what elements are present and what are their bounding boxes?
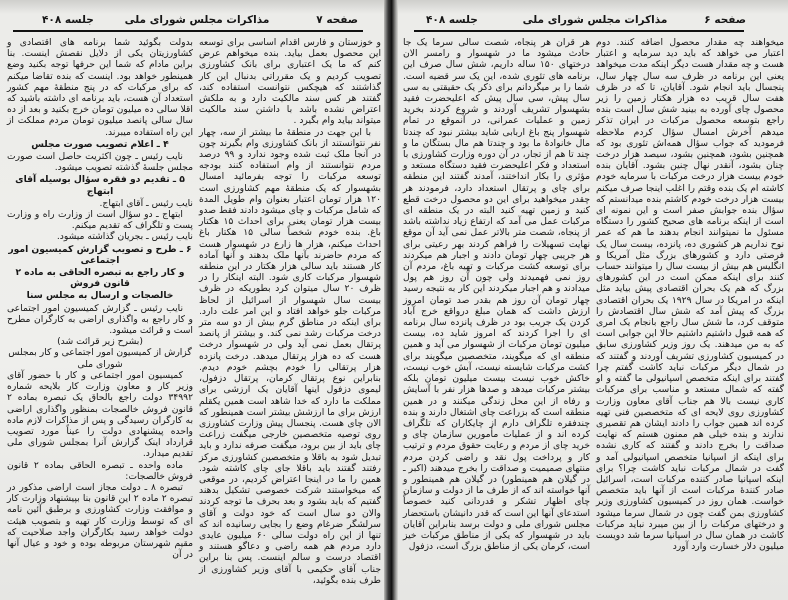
text-line: کشت مرکبات شایسته نیست، آبش خوب نیست، خاکش: [403, 361, 590, 385]
text-line: امروز شاید ده، بیست میلیون تومان مرکبات از شهسوار می آید: [403, 328, 591, 351]
text-line: راجع به واگذاری اراضی به کارگران مطرح است و قرائت: [7, 313, 193, 337]
text-line: در اسپانیا سرما شد دویست میلیون دلار خسارت وارد آورد: [596, 529, 784, 553]
text-line: تشریف آوردند و شروع کردند بخرید زمین و عملیات: [403, 104, 591, 127]
text-line: سالی پانصد میلیون تومان مردم مملکت از این راه استفاده: [7, 115, 193, 138]
text-line: که اقلا سالی ده میلیون تومان خرج بکنید و بعد از ده سال: [7, 93, 193, 127]
text-line: بیشتر نبود که چندتا مال خانوادهٔ ما بود و چندتا هم مال: [403, 126, 591, 149]
text-line: نباید کاشت چرا؟ برای اینکه اسپانیا صادر کننده مرکبات: [596, 462, 784, 485]
text-line: و متخصصین کشاورزی مرکز رفتند گفتند باید باقلا جای: [199, 451, 381, 474]
section-heading: ۶ ـ طرح و تصویب گزارش کمیسیون امور اجتماعی: [8, 243, 192, 266]
text-line: عمرانی، در آنموقع در تمام شهسوار پنج باغ اربابی شاید: [403, 115, 590, 138]
text-line: خالصجات:: [125, 470, 165, 482]
text-line: بودجه توسعه مرکبات را توجه بفرمائید امسال بشهسوار: [199, 160, 381, 194]
section-heading: ۴ ـ اعلام تصویب صورت مجلس: [31, 138, 169, 150]
text-line: یکی از دلایل نقصش اینست. بنا براین مادام که شما این: [7, 48, 193, 71]
text-line: گفتیم که باید بشود و بعد بحرف ما توجه کردند والان دو: [199, 496, 381, 519]
text-line: سال چهار سال، پنجسال باید انجام شود. آقایان، تا که: [596, 70, 785, 93]
text-line: کشاورزی بمن گفت چون در شمال سرما میشود و درختهای: [596, 507, 784, 530]
text-line: داشتیم حالا این جوابی است که به من میدهند. یک روز: [596, 328, 784, 351]
text-line: موقعی که میخواستند شرکت خصوصی تشکیل بدهند: [199, 473, 381, 497]
text-line: میکنم، هزار ها زارع در شهسوار هست که مردم حاضرند: [199, 238, 381, 261]
text-line: کشاورزی و برطبق آئین نامه ای که توسط وزارت کار تهیه: [7, 504, 194, 527]
text-line: البته در یک منطقه ای مرکبات عمل می آمد که ارتفاع زیاد: [403, 205, 590, 228]
section-heading: و کار راجع به تبصره الحاقی به ماده ۲ قانون فروش: [15, 267, 185, 290]
text-line: قضیه است. شما را بر میگردانم برای ذکر یک حقیقتی به: [403, 70, 590, 93]
text-line: و خوزستان و فارس اقدام اساسی برای توسعه این محصول: [199, 37, 381, 60]
text-line: هم جناب آقای معاون وزارت کشاورزی روی لایحه ای که: [596, 395, 784, 418]
text-line: بشود، آنقدر نهال چنین بشود. آقایان بنده خودم بیست: [596, 160, 785, 183]
text-line: کشت مرکبات و تهیه باغ، مردم آن روز نمی فهمیدند: [403, 261, 591, 284]
text-line: نایب رئیس ـ چون اکثریت حاصل است صورت مجلس: [7, 151, 193, 174]
text-line: که بنده تقاضا میکنم که برای مرکبات که در پنج منطقهٔ: [7, 70, 194, 93]
text-line: و گفتند که در شمال دیگر مرکبات نباید کاشت گفتم چرا: [596, 350, 784, 373]
section-heading: ۵ ـ تقدیم دو فقره سؤال بوسیله آقای ابتهاج: [15, 174, 185, 197]
text-line: و همین منطقه ای که میگویند، متخصصین میگویند برای: [403, 339, 590, 362]
centered-line: شورای ملی: [77, 358, 123, 370]
text-line: میبرند.: [105, 126, 131, 138]
page-7: [0, 0, 384, 600]
text-line: مرکبات در ایران تذکر میدهم آخرش امسال سؤال کردم: [596, 115, 785, 138]
text-line: وقتم را اغلب اینجا صرف میکنم بیست هزار درخت خودم کاشتم: [596, 182, 785, 205]
text-line: شش سال صرف این برنامه های تئوری شده، این یک سر: [403, 59, 591, 82]
text-line: بدولت بگوئید شما برنامه های اقتصادی و کشاورزیتان: [7, 37, 194, 60]
text-line: همینطور که الان چای هست. پنجسال پیش وزارت کشاورزی: [199, 406, 381, 429]
text-line: وزیر کشاورزی سابق در کمیسیون کشاورزی تشریف آوردند: [596, 339, 785, 362]
text-line: وجود ندارد و ۹۹ درصد مردم نتوانستند از وام استفاده کنند: [199, 149, 382, 172]
page-number: صفحه ۶: [704, 14, 746, 26]
text-line: جریب بود در ظرف پانزده سال برنامه ای را اجرا کردند که: [403, 317, 590, 340]
text-line: کشورهای بزرگ مثل آمریکا و انگلیس هم بیش از بیست: [596, 249, 784, 273]
text-line: دادند فقط صدو بیست هزار تومان یعنی برای احداث ۱۵: [199, 205, 381, 228]
text-line: کمیسیون امور اجتماعی و کار با حضور آقای وزیر کار: [7, 369, 194, 393]
text-line: متخصصین فنی تهیه کرده اند همین جواب را دادند ایشان هم: [596, 406, 784, 429]
text-line: است، اسرائیل صادر کنندهٔ مرکبات است از آنها باید: [596, 473, 784, 497]
section-heading: خالصجات و ارسال به مجلس سنا: [26, 290, 174, 302]
text-line: برای این دو محصول درخت قطع کنید و زمین تهیه کنید: [403, 193, 590, 217]
header-rule: [13, 30, 363, 32]
text-line: موقع نهایت تسهیلات را فراهم کردند بهر رعیتی برای هر: [403, 227, 590, 261]
paragraph: [7, 151, 193, 173]
text-line: هر کس سند مالکیت دارد و به ملکش اعتراض نشده باشد: [199, 93, 381, 116]
text-line: چای و پرتقال استعداد دارد، فرمودند هر چقدر میخواهید: [403, 182, 591, 205]
text-line: خواهد که باید دید سرمایه و اعتبار هست و چه مقدار هست: [596, 48, 785, 71]
text-line: سال است که خود دولت و آقای سرلشگر ضرغام وضع را: [199, 507, 381, 530]
text-line: پرتقال بعمل نمی آید ولی در شهسوار درخت هست که: [199, 339, 381, 362]
text-line: و معاون وزارت کار بلایحه شماره ۳۴۹۹۲ دولت راجع بالحاق: [7, 381, 194, 404]
text-line: و رعایت حقوق مردم و ترتیب کار و پرداخت پول نقد و راضی: [403, 440, 591, 463]
text-line: سه متر درخت مرکبات رشد نمی کند. و بیشتر از پانصد: [199, 317, 381, 340]
text-line: ما در شهسوار و رامسر الان درختهای ۱۵۰ ساله داریم،: [403, 48, 591, 71]
text-line: میشود.: [109, 325, 137, 337]
paragraph: [7, 303, 193, 337]
running-title: مذاکرات مجلس شورای ملی: [522, 14, 668, 26]
text-line: مثل اینکه در امریکا در سال ۱۹۲۹ یک بحران اقتصادی: [596, 283, 784, 306]
text-line: نداشته باشد از پنجاه، شصت متر بالاتر عمل نمی آید آن: [403, 216, 591, 239]
text-line: از بانک کشاورزی وام بگیرند چون در آنجا ملک ثبت شده: [199, 137, 382, 161]
text-line: مرکبات را از بین میبرد نباید مرکبات کاشت در همان سال: [596, 518, 785, 541]
text-line: بنده میدانستم که سؤال بنده جوابش صفر است و این: [596, 193, 785, 217]
text-line: و بنده چندفقره تلگراف دارم از چایکاران که تلگراف کرده: [403, 406, 590, 441]
text-line: روی توصیه متخصصین خارجی میگفت زراعت چای باید: [199, 429, 381, 452]
text-line: کردن مردم منتهای صمیمیت و صداقت را بخرج میدهند: [403, 451, 591, 474]
text-line: واحده پیشنهادی دولت را عیناً مورد تصویب قرارداد اینک: [7, 425, 193, 449]
paragraph: [7, 460, 193, 482]
text-line: نایب رئیس ـ گزارش کمیسیون امور اجتماعی و کار: [7, 302, 193, 325]
text-line: را بخرج دادند و گفتند که کاری نشده برای اینکه از: [596, 440, 784, 463]
text-line: خوب نیست بیست میلیون تومان بلکه بیشتر مرکبات: [403, 373, 591, 396]
text-line: ابتهاج ـ دو سؤال است از وزارت راه و وزارت پست و: [7, 209, 193, 232]
text-line: گفتند برای اینکه متخصص اسپانیولی ما گفته و او گفته: [596, 373, 784, 396]
text-line: ماده واحده ـ تبصره الحاقی بماده ۲ قانون فروش: [7, 459, 193, 482]
text-line: یک تبصره بماده ۲ قانون فروش خالصجات بمنظور واگذاری: [7, 392, 194, 415]
text-line: میلیون عایدی دارد مردم هم همه راضی و دعاگو هستند و: [199, 529, 381, 553]
paragraph: [199, 127, 381, 586]
text-line: تلگراف که تقدیم میکنم.: [71, 220, 163, 232]
text-line: همچنین بشود، همچنین بشود، سیصد هزار درخت چنان: [596, 149, 785, 172]
text-line: بستگان ما و چند تا هم از تجار، در آن دوره وزارت: [403, 137, 590, 161]
text-line: متخصص خواست. همان روز در کمیسیون کشاورزی وزیر: [596, 485, 784, 508]
text-line: را در ظرف ۲۰ سال میتوان کرد بطوریکه در ظرف بیست: [199, 272, 382, 306]
text-line: برای بانک کشاورزی تصویب کردیم و یک مقرراتی بدنبال: [199, 59, 382, 82]
text-line: ولی چون آن روز هم پول میدادند و هم اجبار میکردند: [403, 272, 591, 295]
paragraph: [7, 231, 193, 242]
header-rule: [414, 30, 744, 32]
text-column-right: [199, 37, 381, 586]
paragraph: [7, 482, 193, 560]
text-line: تبصره ۸ ـ دولت مجاز است اراضی مذکور در تبصره ۲: [7, 481, 193, 505]
text-line: مسئول ما نمیتوانند انجام بدهند ما هم که عمر نوح نداریم: [596, 227, 785, 250]
text-line: کشاورزی با استعداد و فکر اعلیحضرت فقید دستگاه مستعد: [403, 149, 590, 172]
paragraph: [403, 37, 590, 552]
text-line: این کار به نتیجه رسید چهار تومان آن روز هم بقدر صد تومان: [403, 283, 590, 306]
text-line: جلسهٔ گذشته تصویب میشود.: [54, 162, 165, 174]
text-line: بزرگ که پیش آمد که شش سال اقتصادش را متوقف کرد،: [596, 305, 785, 329]
session-label: جلسه ۴۰۸: [426, 14, 478, 26]
text-line: از بین برود، میگفت صرفه ندارد و باید تبدیل شود به باقلا: [199, 440, 382, 463]
text-line: حرفها توجه بکنید وضع همینطور خواهد بود. اینست: [7, 59, 193, 82]
text-line: چای کاشته شود. همین را ما در اینجا اعتراض کردیم، در: [199, 462, 382, 485]
text-line: ماده ۲ این قانون بنا بپیشنهاد وزارت کار و موافقت وزارت: [7, 493, 193, 516]
text-line: اراضی به کارگران رسیدگی و پس از مذاکرات لازم ماده: [7, 403, 193, 426]
paragraph: [7, 370, 193, 460]
text-line: میکنند و در همین منطقه است که بزراعت چای اشتغال دارند: [403, 395, 591, 418]
text-line: ملاحظه فرمودید که جواب سؤال همه‌اش تئوری بود که: [596, 126, 784, 149]
paragraph: [7, 37, 193, 138]
text-line: بعمل بیاید. بنده میخواهم عرض کنم که ما یک اعتباری: [199, 48, 382, 71]
text-column-right: [596, 37, 784, 552]
text-line: هر کشوری ده، پانزده، بیست سال یک فرصتی دارد و: [596, 238, 784, 261]
text-line: بنابراین آقایان باید در شهسوار که یکی از مناطق مرکبات: [403, 518, 591, 541]
text-line: با داشتن سند مالکیت میتواند بیاید وام بگیرد .: [199, 104, 381, 127]
text-line: سی سال پیش، سی سال پیش که اعلیحضرت فقید بشهسوار: [403, 81, 590, 116]
text-line: تقصیری ندارند و بنده خیلی هم ممنون هستم که نهایت صداقت: [596, 417, 784, 452]
text-line: نایب رئیس ـ آقای ابتهاج.: [99, 197, 193, 209]
text-line: بجایی رسانیده اند که تنها از این راه دولت سالی ۶۰: [199, 518, 382, 541]
text-line: و این امر علت دارد. برای اینکه در مناطق گرم بیش از دو: [199, 305, 382, 329]
text-line: میدهد و صدها هزار نفر با آسایش و رفاه از این محل زندگی: [403, 384, 590, 407]
text-line: مهم کشور استعداد آن هست، باید برنامه ای داشته باشید: [7, 81, 193, 105]
text-line: گزارش آنرا بمجلس شورای ملی تقدیم میدارد.: [7, 437, 193, 460]
text-line: که مقیم شهرستان مربوطه بوده و خود و عیال آنها در آن: [7, 526, 193, 561]
text-line: نمونه ای است از اینکه برنامه های صحیح کشور را دستگاه: [596, 205, 784, 228]
text-line: ده هزار پرتقال میدهد. درخت پانزده هزار پرتقالی را خودم: [199, 350, 381, 373]
text-line: جریبی چهار تومان دادند و اجبار هم میکردند برای توسعه: [403, 249, 591, 273]
text-line: دیگر اینکه مدت میخواهد یعنی این برنامه در ظرف سه: [596, 59, 784, 82]
text-line: لیموی دزفول اینها آقایان یک ارزشی برای مملکت ما دارد که خدا: [199, 384, 381, 407]
paragraph: [596, 37, 784, 552]
text-line: سال را میتوانند حساب کنند برای اینکه ممکن است در: [596, 261, 784, 284]
text-line: در ظرف هفت سال قریب ده هزار هکتار زمین را زیر محصول: [596, 81, 784, 116]
text-line: خیز است، کرمان یکی از مناطق بزرگ است، دزفول: [403, 529, 590, 553]
text-line: هزار درخت مرکبات با سرمایه خودم کاشته ام یک بنده: [596, 171, 784, 194]
page-number: صفحه ۷: [316, 14, 358, 26]
text-line: اقتصاد درست و سالم اینست. پس بنا براین جناب آقای: [199, 552, 382, 575]
text-line: که شمال مستعد و مناسب برای مرکبات کاری نیست بالا: [596, 384, 785, 407]
running-title: مذاکرات مجلس شورای ملی: [124, 14, 270, 26]
text-line: آنها خواسته اند که از طرف ما از دولت و سازمان چای: [403, 485, 591, 508]
text-line: ما شش سال راجع بانجام یک امری که همه قبول داشتیم: [596, 317, 784, 340]
text-line: بچشم خودم دیدم. بنابراین نوع پرتقال کرمان، پرتقال دزفول،: [199, 361, 381, 385]
text-line: که قدر دانیشان باستحضار مجلس شورای ملی و دولت برسد: [403, 507, 590, 530]
text-line: هر قران هر پنجاه، شصت سالی سرما یک جا حادث میشود: [403, 37, 590, 60]
paragraph: [7, 209, 193, 231]
text-line: اسپانیا متخصص اسپانیولی آمد و گفت در شمال مرکبات: [596, 451, 784, 474]
text-line: (اکبر ـ در گیلان هم همینطور) در گیلان هم همینطور و: [403, 462, 590, 485]
text-line: این کشورهای بزرگ که هم یک بحران اقتصادی پیش بیاید: [596, 272, 784, 295]
page-6: [398, 0, 788, 600]
centered-line: گزارش از کمیسیون امور اجتماعی و کار بمجلس: [8, 347, 192, 359]
text-line: میخواهند چه مقدار محصول اضافه کنند. دوم اعتبار می‌: [596, 37, 784, 60]
text-line: این کار گذاشتند که هیچکس نتوانست استفاده کند، گفتند: [199, 70, 382, 105]
book-gutter: [384, 0, 398, 600]
text-column-left: [7, 37, 193, 560]
text-line: و مؤثری را بکار انداختند، آمدند گفتند این منطقه برای: [403, 160, 591, 194]
text-line: اند و از عملیات مأمورین سازمان چای و خرید چای از مردم: [403, 429, 590, 452]
centered-line: (بشرح زیر قرائت شد): [57, 336, 143, 348]
text-line: و بتصویب هیئت دولت خواهد رسید بکارگران واجد صلاحیت: [7, 515, 194, 538]
text-line: نایب رئیس ـ بجریان گذاشته میشود.: [56, 231, 193, 243]
paragraph: [7, 198, 193, 209]
text-line: بآنها ملک بدهند و آنها آماده کار هستند باید سالی هزار: [199, 249, 382, 273]
text-column-left: [403, 37, 590, 552]
text-line: چای آورده به بینید شش سال است بنده راجع بتوسعه محصول: [596, 104, 784, 127]
text-line: هکتار در این منطقه شهسوار مرکبات کاری شود. البته اینکار: [199, 261, 382, 284]
session-label: جلسه ۴۰۸: [42, 14, 94, 26]
text-line: با این جهت در منطقهٔ ما بیشتر از سه، چهار نفر نتوانستند: [199, 126, 381, 149]
text-line: سال شهسوار از اسرائیل از لحاظ مرکبات جلو خواهد افتاد: [199, 294, 381, 317]
text-line: که یک منطقهٔ مهم کشاورزی است ۱۲۰ هزار تومان اعتبار: [199, 182, 382, 205]
paragraph: [199, 37, 381, 127]
text-line: بعنوان وام طویل المدة که شامل مرکبات و چای میشود: [199, 193, 382, 217]
text-line: شاهد است همین یکقلم ارزش برای ما ارزشش بیشتر است: [199, 395, 381, 418]
text-line: حکیمی با آقای وزیر کشاورزی از طرف بنده بگوئید،: [199, 563, 381, 586]
text-line: هکتار باغ. بنده خودم شخصاً سالی ۱۵ هکتار باغ احداث: [199, 216, 381, 250]
text-line: اظهار تشکر و قدردانی کنید خصوصاً استدعای آنها این است: [403, 496, 591, 519]
text-line: امروز ارزش داشت که همان مبلغ درواقع خرج آباد کردن یک: [403, 294, 591, 329]
